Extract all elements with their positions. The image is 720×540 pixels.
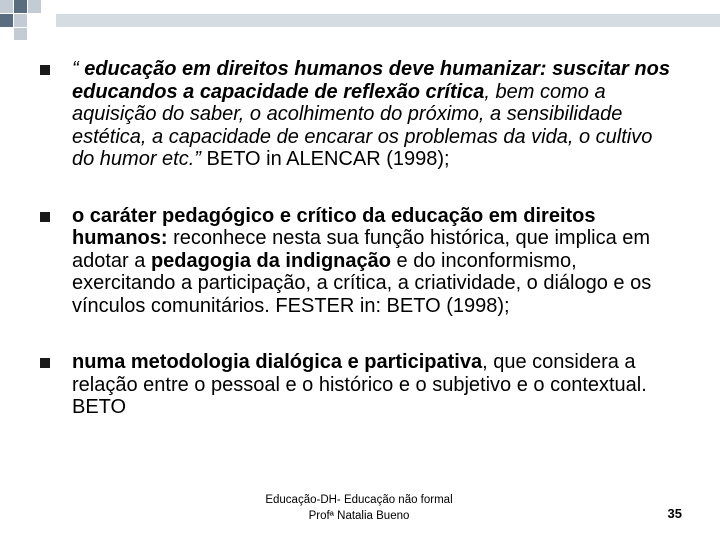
bullet-heading-text: o caráter pedagógico e crítico da educação em direitos humanos: — [72, 204, 596, 249]
bullet-item — [40, 58, 680, 171]
corner-square — [14, 0, 27, 13]
slide-footer — [236, 492, 482, 524]
quote-open-text: “ — [72, 58, 85, 80]
corner-square — [14, 28, 27, 40]
citation-text: BETO in ALENCAR (1998); — [206, 148, 450, 170]
slide-body — [40, 58, 680, 453]
footer-line: Profª Natalia Bueno — [308, 510, 410, 522]
bullet-emphasis-text: pedagogia da indignação — [150, 249, 391, 272]
corner-square — [14, 14, 27, 27]
bullet-item — [40, 351, 680, 419]
quote-body-text: , bem como a aquisição do saber, o acolhimento do próximo, a sensibilidade estética, a capacidade de encarar os problemas da vida, o cultivo do humor etc.” — [72, 80, 653, 170]
bullet-square-icon — [40, 212, 50, 222]
bullet-body-text: reconhece nesta sua função histórica, que implica em adotar a — [72, 227, 651, 272]
corner-decoration — [0, 0, 720, 40]
bullet-body-text: , que considera a relação entre o pessoal e o histórico e o subjetivo e o contextual. BETO — [72, 351, 647, 418]
bullet-square-icon — [40, 358, 50, 368]
bullet-item — [40, 205, 680, 318]
bullet-body-text: e do inconformismo, exercitando a participação, a crítica, a criatividade, o diálogo e os vínculos comunitários. FESTER in: BETO (1998); — [72, 249, 652, 317]
bullet-square-icon — [40, 65, 50, 75]
page-number: 35 — [667, 506, 682, 521]
bullet-heading-text: numa metodologia dialógica e participativa — [72, 351, 483, 373]
header-bar — [56, 14, 720, 27]
corner-square — [28, 0, 41, 13]
quote-emphasis-text: educação em direitos humanos deve humanizar: suscitar nos educandos a capacidade de reflexão crítica — [72, 58, 670, 103]
corner-square — [0, 14, 13, 27]
footer-line: Educação-DH- Educação não formal — [265, 494, 453, 506]
corner-square — [0, 0, 13, 13]
